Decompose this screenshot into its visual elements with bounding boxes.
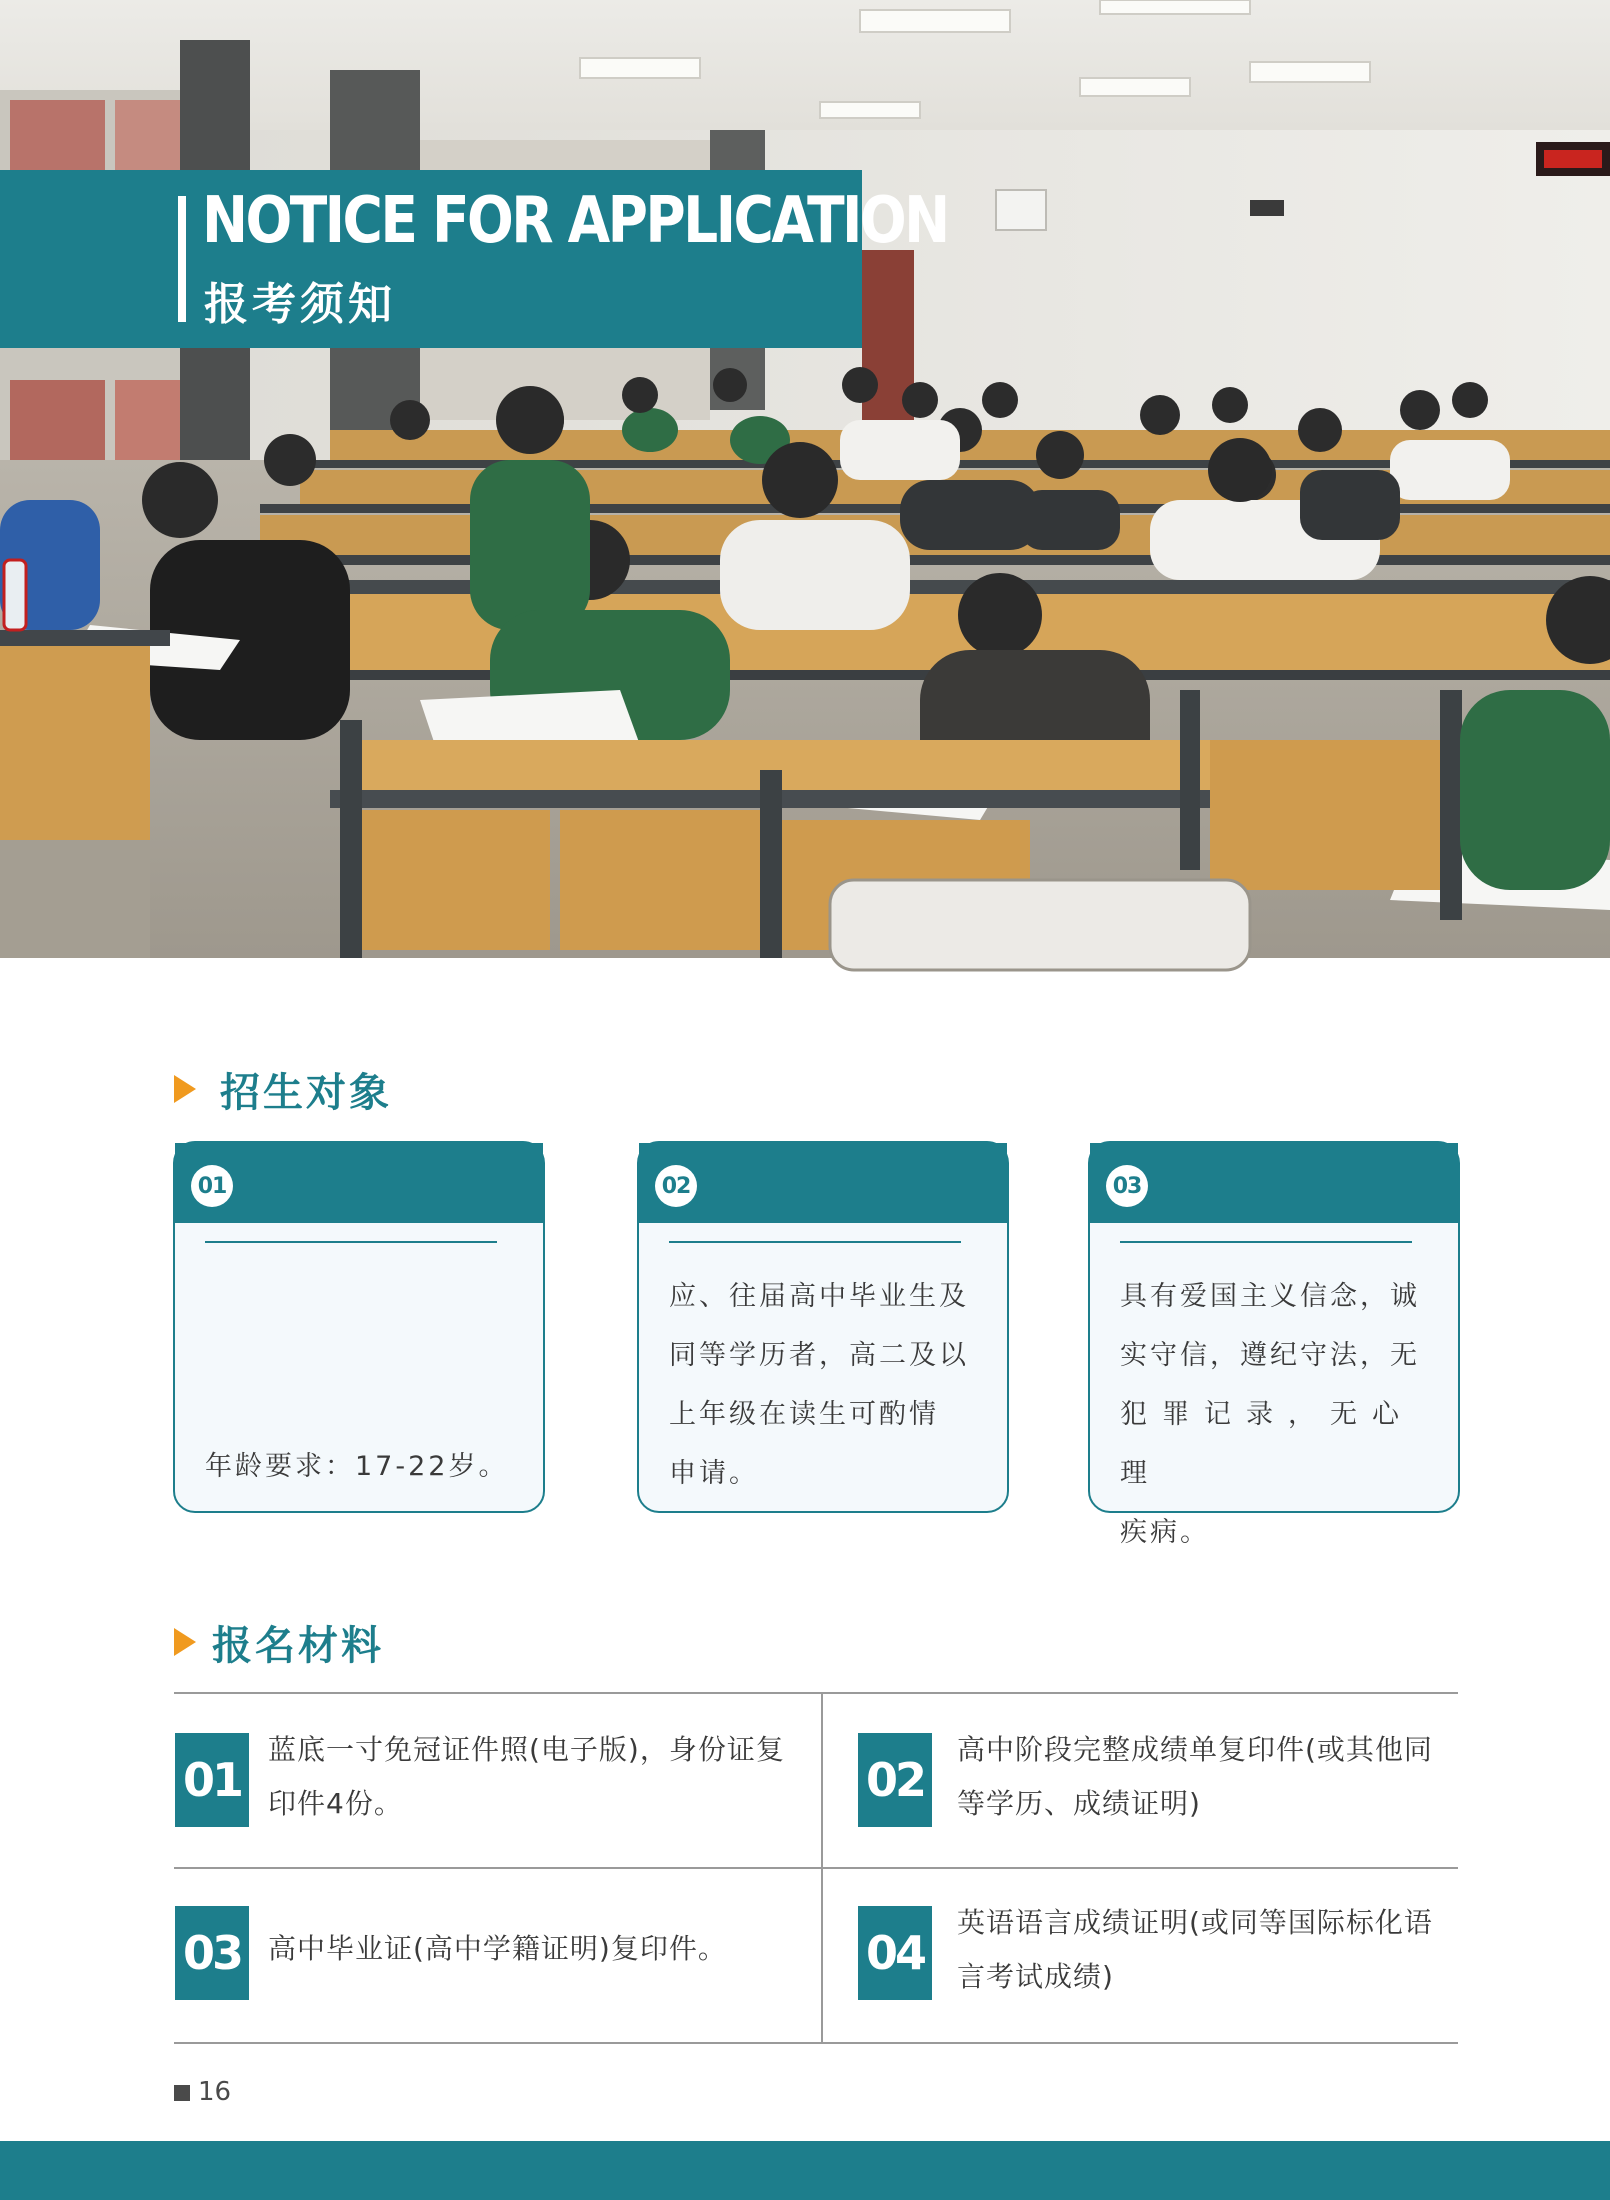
card-number-badge: 02: [655, 1165, 697, 1207]
page-number: 16: [198, 2077, 232, 2107]
table-rule-top: [174, 1692, 1458, 1694]
triangle-bullet-icon: [174, 1075, 196, 1103]
eligibility-card-2: [637, 1141, 1009, 1513]
table-rule-middle: [174, 1867, 1458, 1869]
eligibility-heading-text: 招生对象: [220, 1069, 392, 1116]
page-title-english: NOTICE FOR APPLICATION: [202, 184, 948, 258]
card-text-line: 年龄要求：17-22岁。: [205, 1451, 509, 1482]
card-divider: [205, 1241, 497, 1243]
material-text-line: 蓝底一寸免冠证件照(电子版)，身份证复: [268, 1733, 785, 1766]
eligibility-card-3: [1088, 1141, 1460, 1548]
material-number-badge: 04: [858, 1906, 932, 2000]
hero-photo: [0, 0, 1610, 958]
card-number-badge: 03: [1106, 1165, 1148, 1207]
title-accent-bar: [178, 196, 186, 322]
materials-heading-text: 报名材料: [212, 1622, 384, 1669]
card-text-line: 具有爱国主义信念，诚: [1120, 1281, 1420, 1312]
card-number-badge: 01: [191, 1165, 233, 1207]
materials-heading: [174, 1617, 384, 1667]
eligibility-card-1: [173, 1141, 545, 1513]
classroom-exam-illustration: [0, 0, 1610, 958]
card-text-line: 申请。: [669, 1458, 759, 1489]
triangle-bullet-icon: [174, 1628, 196, 1656]
material-text-line: 高中阶段完整成绩单复印件(或其他同: [957, 1733, 1433, 1766]
card-text-line: 实守信，遵纪守法，无: [1120, 1340, 1420, 1371]
card-text: [1120, 1267, 1424, 1562]
material-number-badge: 03: [175, 1906, 249, 2000]
material-item-text: [268, 1922, 808, 1976]
card-header: [639, 1143, 1007, 1223]
material-item-text: [957, 1723, 1457, 1831]
material-text-line: 印件4份。: [268, 1787, 403, 1820]
material-text-line: 高中毕业证(高中学籍证明)复印件。: [268, 1932, 727, 1965]
eligibility-heading: [174, 1064, 392, 1114]
card-divider: [669, 1241, 961, 1243]
table-rule-bottom: [174, 2042, 1458, 2044]
material-number-badge: 01: [175, 1733, 249, 1827]
card-divider: [1120, 1241, 1412, 1243]
card-text-line: 犯罪记录，无心理: [1120, 1399, 1414, 1489]
card-text: [205, 1437, 509, 1496]
material-item-text: [957, 1896, 1457, 2004]
card-text-line: 同等学历者，高二及以: [669, 1340, 969, 1371]
footer-band: [0, 2141, 1610, 2200]
card-header: [1090, 1143, 1458, 1223]
material-item-text: [268, 1723, 808, 1831]
material-text-line: 言考试成绩): [957, 1960, 1114, 1993]
card-text-line: 上年级在读生可酌情: [669, 1399, 939, 1430]
card-text-line: 疾病。: [1120, 1517, 1210, 1548]
material-text-line: 英语语言成绩证明(或同等国际标化语: [957, 1906, 1433, 1939]
card-text-line: 应、往届高中毕业生及: [669, 1281, 969, 1312]
page-title-chinese: 报考须知: [204, 279, 396, 330]
material-number-badge: 02: [858, 1733, 932, 1827]
card-header: [175, 1143, 543, 1223]
material-text-line: 等学历、成绩证明): [957, 1787, 1201, 1820]
page-marker-icon: [174, 2085, 190, 2101]
card-text: [669, 1267, 973, 1503]
table-rule-vertical: [821, 1693, 823, 2043]
